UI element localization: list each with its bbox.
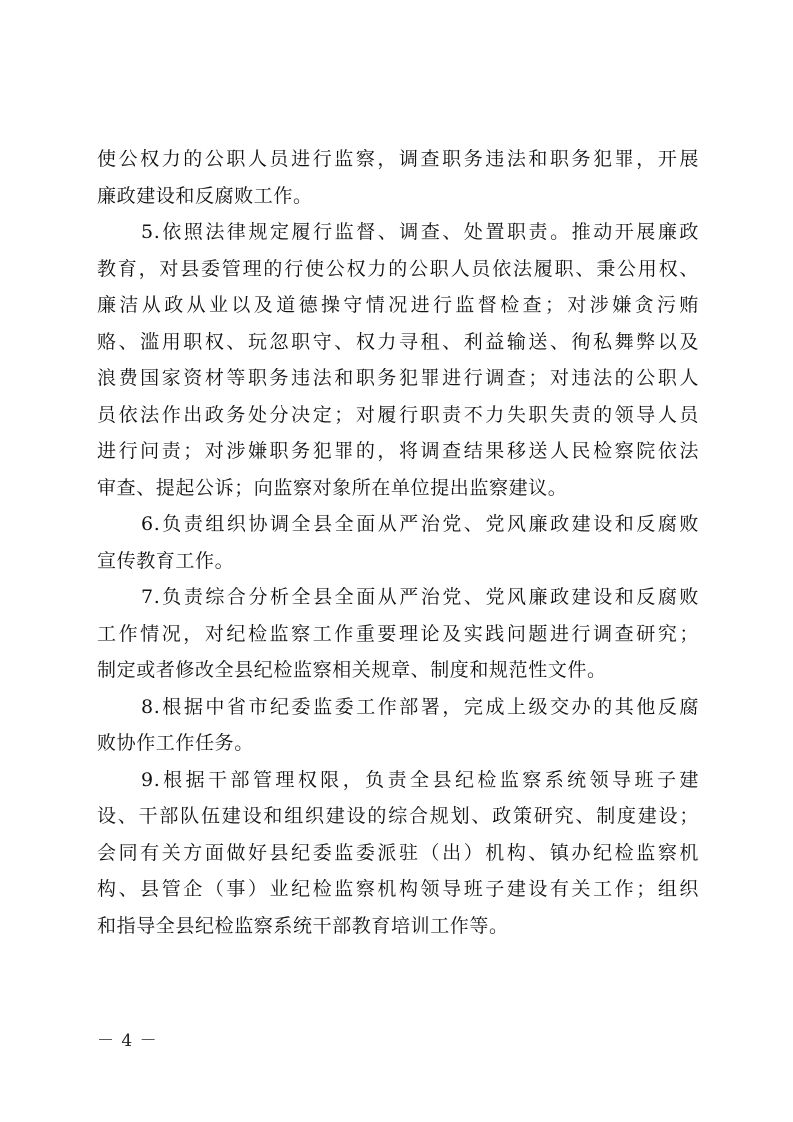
text-line: 使公权力的公职人员进行监察，调查职务违法和职务犯罪，开展 [97,148,699,170]
text-line: 员依法作出政务处分决定；对履行职责不力失职失责的领导人员 [97,403,699,426]
text-line: 制定或者修改全县纪检监察相关规章、制度和规范性文件。 [97,659,607,681]
text-line: 宣传教育工作。 [97,549,235,572]
text-line: 设、干部队伍建设和组织建设的综合规划、政策研究、制度建设； [97,805,699,827]
item-8-start: 8.根据中省市纪委监委工作部署，完成上级交办的其他反腐 [141,695,699,718]
text-line: 赂、滥用职权、玩忽职守、权力寻租、利益输送、徇私舞弊以及 [97,330,699,353]
text-line: 会同有关方面做好县纪委监委派驻（出）机构、镇办纪检监察机 [97,841,699,864]
text-line: 和指导全县纪检监察系统干部教育培训工作等。 [97,914,509,937]
text-line: 教育，对县委管理的行使公权力的公职人员依法履职、秉公用权、 [97,257,699,280]
item-6-start: 6.负责组织协调全县全面从严治党、党风廉政建设和反腐败 [141,513,699,535]
page-number: － 4 － [97,1031,158,1051]
item-5-start: 5.依照法律规定履行监督、调查、处置职责。推动开展廉政 [141,221,699,243]
text-line: 廉洁从政从业以及道德操守情况进行监督检查；对涉嫌贪污贿 [97,294,699,316]
body-text [97,141,699,944]
item-7-start: 7.负责综合分析全县全面从严治党、党风廉政建设和反腐败 [141,586,699,608]
item-9-start: 9.根据干部管理权限，负责全县纪检监察系统领导班子建 [141,768,699,791]
text-line: 构、县管企（事）业纪检监察机构领导班子建设有关工作；组织 [97,878,699,900]
text-line: 廉政建设和反腐败工作。 [97,184,313,207]
text-line: 工作情况，对纪检监察工作重要理论及实践问题进行调查研究； [97,622,699,645]
text-line: 浪费国家资材等职务违法和职务犯罪进行调查；对违法的公职人 [97,367,699,389]
text-line: 败协作工作任务。 [97,732,254,754]
text-line: 进行问责；对涉嫌职务犯罪的，将调查结果移送人民检察院依法 [97,440,699,462]
text-line: 审查、提起公诉；向监察对象所在单位提出监察建议。 [97,476,568,499]
